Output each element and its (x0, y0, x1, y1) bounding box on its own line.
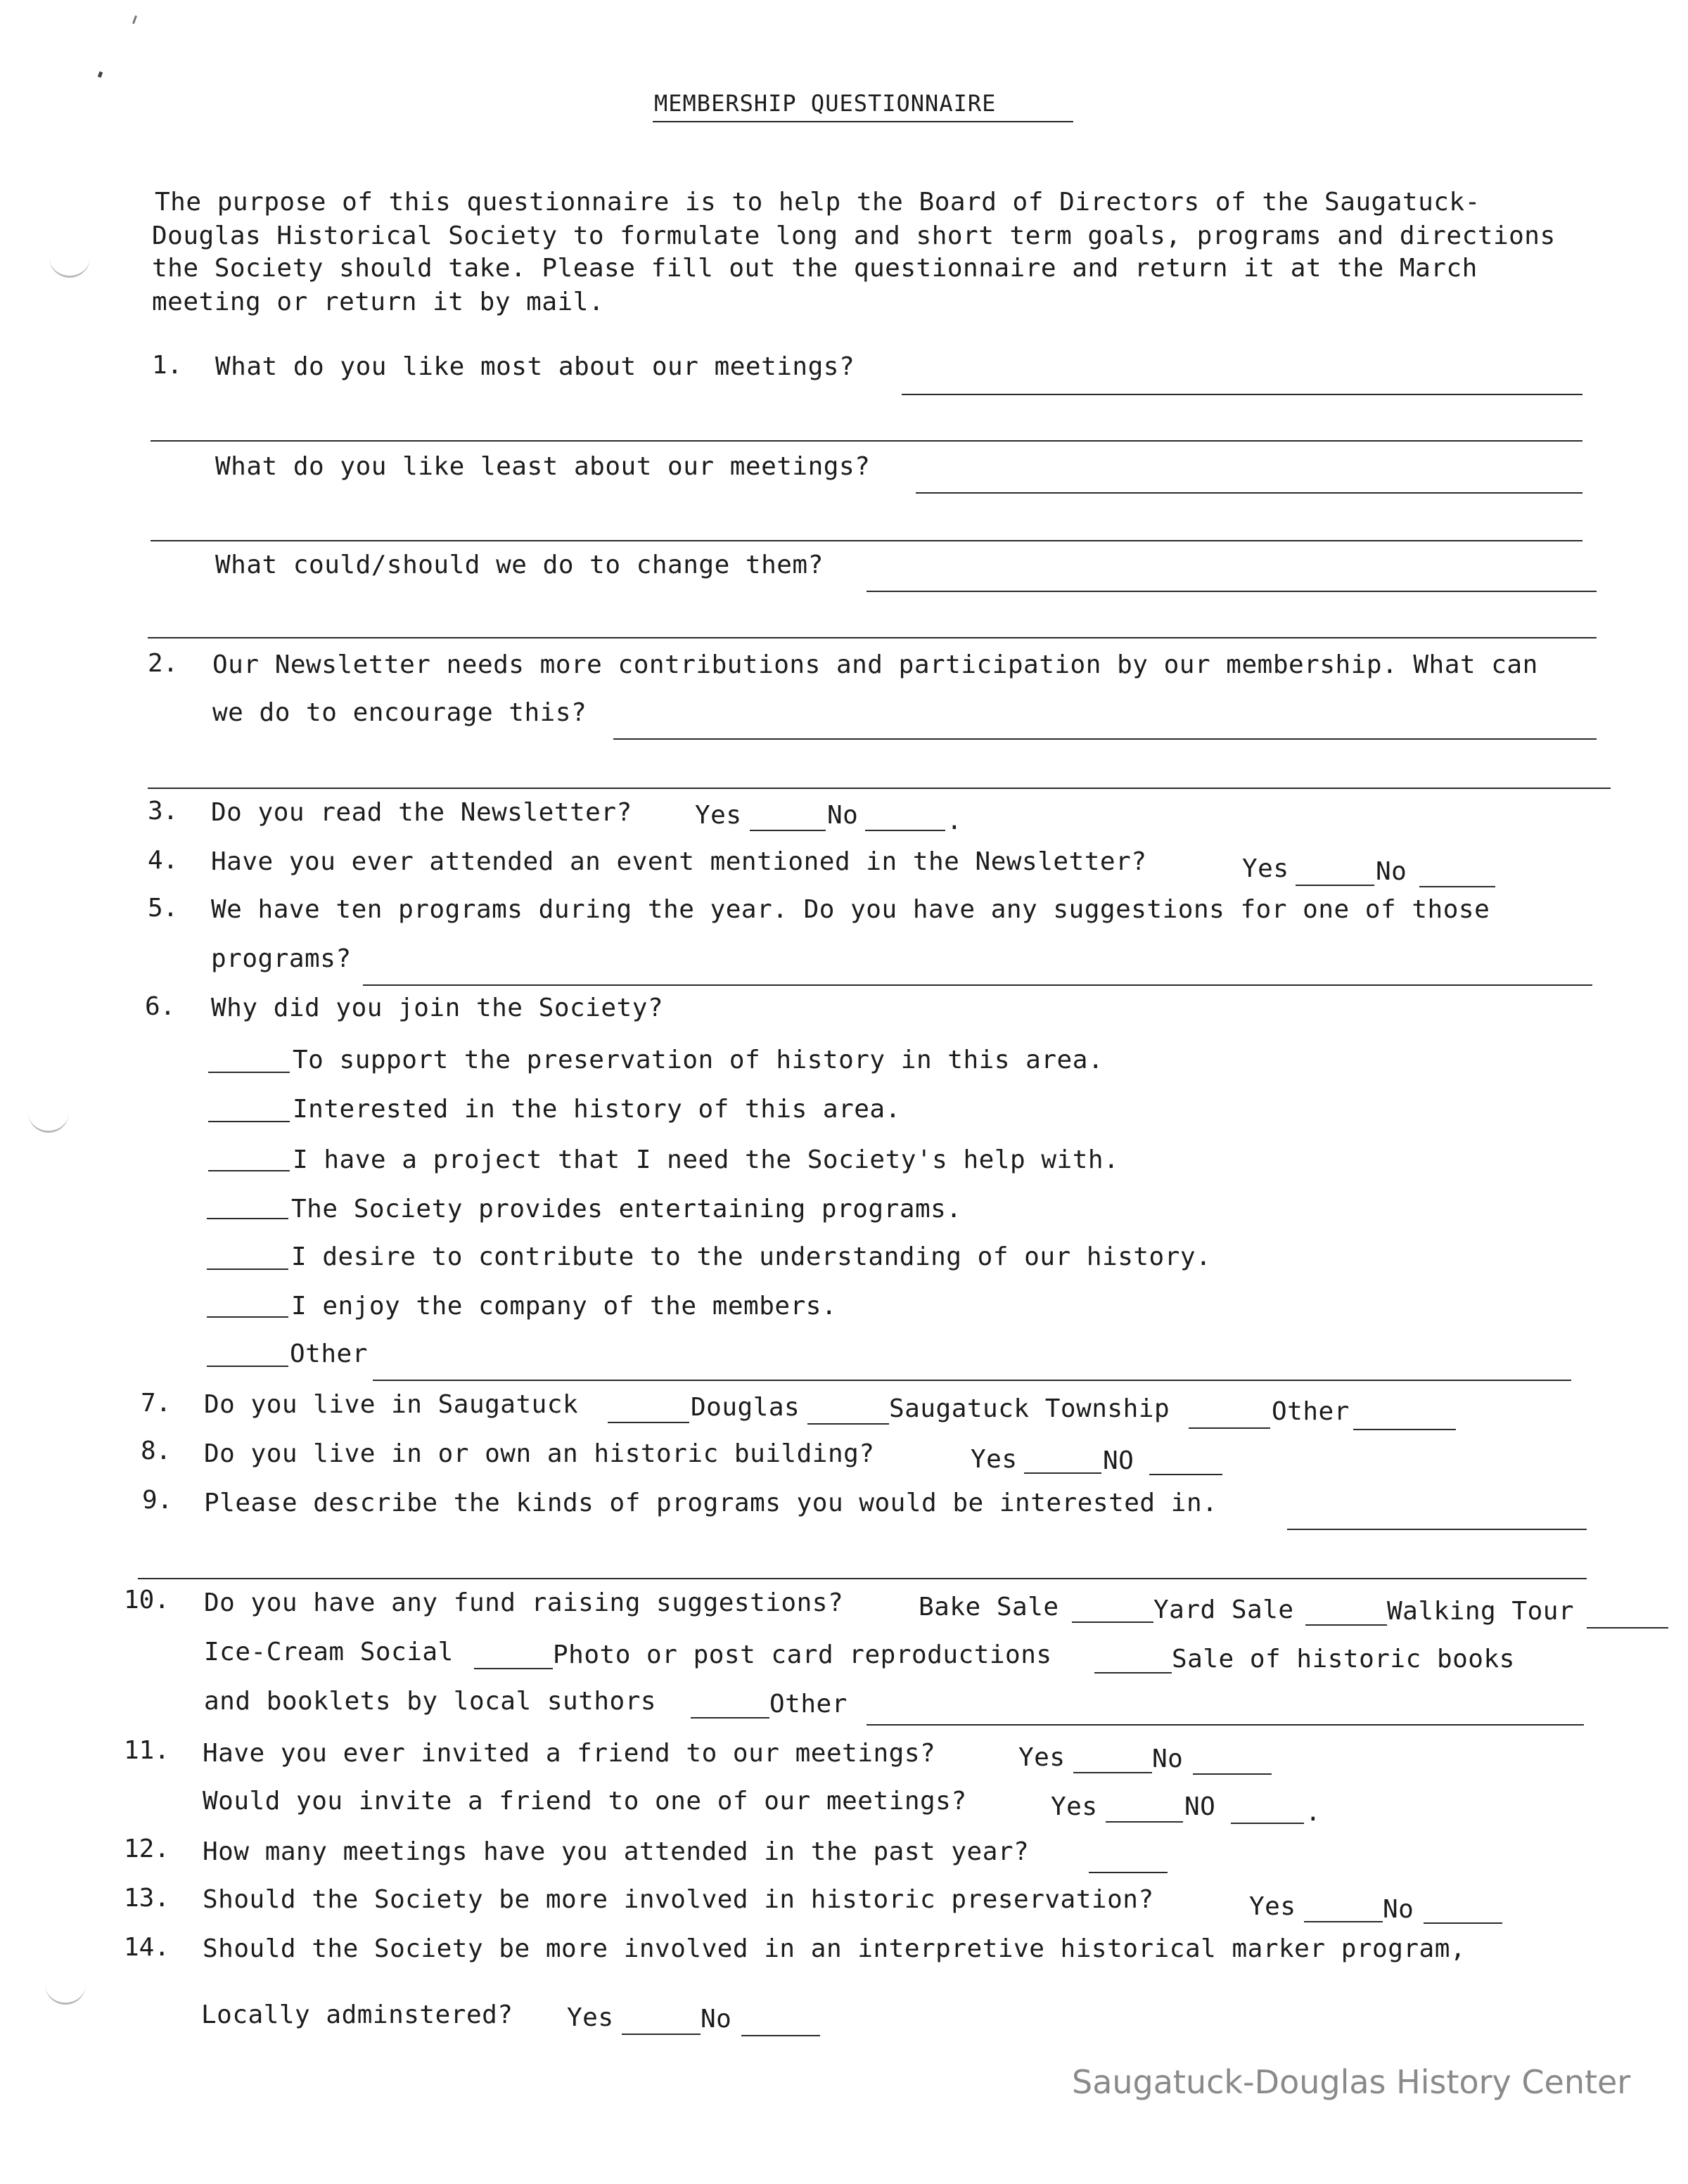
q1-most-text: What do you like most about our meetings? (215, 352, 855, 381)
q10-photo-blank[interactable] (1094, 1672, 1172, 1674)
q11-text: Have you ever invited a friend to our meetings? (203, 1739, 936, 1768)
intro-line-2: Douglas Historical Society to formulate long and short term goals, programs and directions (152, 221, 1556, 250)
q13-no-blank[interactable] (1424, 1922, 1502, 1924)
q5-answer-line[interactable] (363, 984, 1592, 986)
q7-douglas-label: Douglas (691, 1393, 800, 1422)
intro-line-4: meeting or return it by mail. (152, 288, 605, 316)
q1-change-answer-line-2[interactable] (148, 637, 1597, 638)
q14-yes-blank[interactable] (622, 2034, 701, 2035)
q3-period: . (947, 807, 963, 835)
q7-douglas-blank[interactable] (807, 1423, 889, 1425)
q7-number: 7. (141, 1389, 172, 1418)
q9-number: 9. (142, 1486, 173, 1515)
q7-other-label: Other (1272, 1397, 1350, 1426)
q10-bake-sale-blank[interactable] (1072, 1621, 1153, 1623)
q10-other-answer-line[interactable] (867, 1724, 1584, 1726)
q4-yes-blank[interactable] (1296, 885, 1374, 886)
q6-other-answer-line[interactable] (373, 1380, 1571, 1381)
q11-yes-label: Yes (1018, 1743, 1066, 1772)
q10-other-label: Other (769, 1690, 848, 1719)
q14-text-line-2: Locally adminstered? (201, 2000, 513, 2029)
intro-line-3: the Society should take. Please fill out the questionnaire and return it at the March (152, 254, 1478, 283)
q3-text: Do you read the Newsletter? (211, 798, 632, 827)
q7-text: Do you live in Saugatuck (204, 1390, 579, 1419)
q4-no-label: No (1376, 857, 1407, 886)
q12-text: How many meetings have you attended in the past year? (203, 1837, 1030, 1866)
q6-option-label: I have a project that I need the Society's help with. (293, 1145, 1120, 1174)
q14-yes-label: Yes (567, 2003, 614, 2032)
q1-most-answer-line-2[interactable] (151, 440, 1582, 442)
q3-yes-label: Yes (695, 801, 742, 830)
q10-walking-tour-label: Walking Tour (1387, 1597, 1575, 1626)
q2-answer-line[interactable] (613, 738, 1597, 740)
q8-no-blank[interactable] (1149, 1474, 1222, 1475)
q2-text-line-2: we do to encourage this? (212, 698, 587, 727)
q10-booklets-blank[interactable] (691, 1717, 769, 1719)
q6-option-checkbox[interactable] (207, 1218, 288, 1219)
q10-yard-sale-label: Yard Sale (1153, 1595, 1294, 1624)
q6-number: 6. (145, 992, 176, 1021)
q10-photo-label: Photo or post card reproductions (553, 1640, 1052, 1669)
q11-period: . (1305, 1798, 1322, 1827)
binder-hole-middle (28, 1103, 69, 1133)
q6-option-label: I desire to contribute to the understanding of our history. (291, 1242, 1212, 1271)
q10-bake-sale-label: Bake Sale (919, 1593, 1059, 1621)
q7-saugatuck-blank[interactable] (608, 1422, 689, 1423)
q6-option-checkbox[interactable] (207, 1366, 288, 1367)
q10-walking-tour-blank[interactable] (1587, 1627, 1668, 1629)
q1-most-answer-line[interactable] (902, 394, 1582, 395)
q11-yes-blank[interactable] (1073, 1772, 1152, 1773)
q6-option-label: Other (290, 1340, 368, 1368)
q6-option-checkbox[interactable] (208, 1170, 290, 1171)
q14-number: 14. (124, 1933, 170, 1962)
q4-yes-label: Yes (1242, 854, 1289, 883)
q4-text: Have you ever attended an event mentioned in the Newsletter? (211, 847, 1147, 876)
q1-change-answer-line[interactable] (867, 591, 1597, 592)
q3-no-label: No (827, 801, 859, 830)
q14-no-label: No (701, 2005, 732, 2034)
q5-text-line-1: We have ten programs during the year. Do you have any suggestions for one of those (211, 895, 1490, 924)
q6-option-label: I enjoy the company of the members. (291, 1292, 838, 1321)
q3-number: 3. (148, 797, 179, 826)
paper-speck (132, 15, 137, 24)
q11-no2-label: NO (1184, 1792, 1216, 1821)
q4-number: 4. (148, 846, 179, 875)
q10-books-label: Sale of historic books (1172, 1645, 1515, 1674)
q11-yes2-blank[interactable] (1106, 1821, 1183, 1823)
q3-yes-blank[interactable] (750, 830, 826, 831)
q13-yes-label: Yes (1249, 1892, 1296, 1921)
q8-no-label: NO (1103, 1446, 1134, 1475)
q11-yes2-label: Yes (1051, 1792, 1098, 1821)
q1-least-answer-line-2[interactable] (151, 540, 1582, 541)
q8-yes-blank[interactable] (1024, 1472, 1101, 1474)
q5-text-line-2: programs? (211, 944, 352, 973)
q13-yes-blank[interactable] (1304, 1921, 1383, 1922)
q9-answer-line[interactable] (1287, 1529, 1587, 1530)
q13-text: Should the Society be more involved in historic preservation? (203, 1885, 1154, 1914)
q10-yard-sale-blank[interactable] (1305, 1624, 1387, 1626)
q11-no-label: No (1152, 1745, 1184, 1773)
q6-option-checkbox[interactable] (208, 1121, 290, 1122)
q5-number: 5. (148, 894, 179, 923)
q11-no2-blank[interactable] (1231, 1823, 1304, 1824)
q6-option-checkbox[interactable] (207, 1316, 288, 1318)
q7-other-blank[interactable] (1353, 1429, 1456, 1430)
q2-answer-line-2[interactable] (148, 788, 1611, 789)
q11-number: 11. (124, 1736, 170, 1765)
q13-no-label: No (1383, 1895, 1414, 1924)
archive-watermark: Saugatuck-Douglas History Center (1072, 2063, 1631, 2101)
q1-least-text: What do you like least about our meetings? (215, 452, 871, 481)
q8-text: Do you live in or own an historic building? (204, 1439, 875, 1468)
q12-number: 12. (124, 1835, 170, 1863)
q2-text-line-1: Our Newsletter needs more contributions and participation by our membership. What can (212, 650, 1538, 679)
q8-number: 8. (141, 1437, 172, 1465)
q1-least-answer-line[interactable] (916, 492, 1582, 494)
binder-hole-top (49, 248, 90, 278)
q10-ice-cream-blank[interactable] (474, 1668, 553, 1669)
q10-booklets-label: and booklets by local suthors (204, 1687, 657, 1716)
q7-township-label: Saugatuck Township (889, 1394, 1170, 1423)
q1-number: 1. (152, 351, 183, 380)
q7-township-blank[interactable] (1189, 1427, 1270, 1429)
q11-text-2: Would you invite a friend to one of our meetings? (203, 1787, 967, 1816)
q6-option-checkbox[interactable] (207, 1268, 288, 1270)
q6-option-label: The Society provides entertaining programs. (291, 1195, 962, 1223)
q10-number: 10. (124, 1586, 170, 1614)
q2-number: 2. (148, 649, 179, 678)
page-title: MEMBERSHIP QUESTIONNAIRE (654, 90, 997, 117)
q9-text: Please describe the kinds of programs you would be interested in. (204, 1489, 1218, 1517)
q1-change-text: What could/should we do to change them? (215, 551, 824, 579)
q6-option-label: To support the preservation of history in this area. (293, 1046, 1104, 1074)
binder-hole-bottom (45, 1974, 86, 2005)
paper-speck (98, 71, 103, 77)
intro-line-1: The purpose of this questionnaire is to help the Board of Directors of the Saugatuck- (155, 188, 1481, 217)
q10-ice-cream-label: Ice-Cream Social (204, 1638, 454, 1666)
q6-option-label: Interested in the history of this area. (293, 1095, 901, 1124)
q14-text-line-1: Should the Society be more involved in an interpretive historical marker program, (203, 1934, 1466, 1963)
title-underline (653, 121, 1073, 122)
q11-no-blank[interactable] (1193, 1773, 1272, 1775)
q14-no-blank[interactable] (741, 2035, 820, 2036)
q6-text: Why did you join the Society? (211, 994, 664, 1022)
q6-option-checkbox[interactable] (208, 1072, 290, 1073)
q9-answer-line-2[interactable] (138, 1578, 1587, 1579)
q4-no-blank[interactable] (1419, 886, 1495, 887)
q3-no-blank[interactable] (865, 830, 945, 831)
q8-yes-label: Yes (971, 1445, 1018, 1474)
q12-answer-blank[interactable] (1089, 1872, 1168, 1873)
q13-number: 13. (124, 1884, 170, 1913)
q10-text: Do you have any fund raising suggestions? (204, 1588, 844, 1617)
